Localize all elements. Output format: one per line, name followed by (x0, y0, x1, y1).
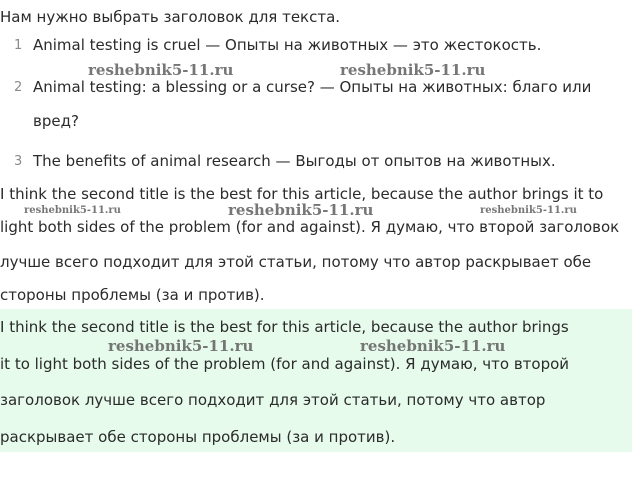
option-number: 3 (14, 154, 23, 169)
option-number: 1 (14, 38, 23, 53)
watermark: reshebnik5-11.ru (88, 61, 234, 79)
highlight-line-4: раскрывает обе стороны проблемы (за и против). (0, 428, 396, 446)
highlight-line-1: I think the second title is the best for this article, because the author brings (0, 318, 569, 336)
watermark: reshebnik5-11.ru (108, 337, 254, 355)
answer-line-3: лучше всего подходит для этой статьи, потому что автор раскрывает обе (0, 253, 592, 271)
option-3-text: The benefits of animal research — Выгоды от опытов на животных. (33, 152, 556, 170)
option-1-text: Animal testing is cruel — Опыты на животных — это жестокость. (33, 36, 542, 54)
option-2-text-line-1: Animal testing: a blessing or a curse? — Опыты на животных: благо или (33, 78, 592, 96)
highlight-line-3: заголовок лучше всего подходит для этой статьи, потому что автор (0, 391, 546, 409)
watermark: reshebnik5-11.ru (340, 61, 486, 79)
highlight-line-2: it to light both sides of the problem (for and against). Я думаю, что второй (0, 355, 570, 373)
answer-line-1: I think the second title is the best for this article, because the author brings it to (0, 185, 604, 203)
watermark: reshebnik5-11.ru (228, 201, 374, 219)
option-number: 2 (14, 80, 23, 95)
option-2-text-line-2: вред? (33, 112, 79, 130)
answer-line-2: light both sides of the problem (for and against). Я думаю, что второй заголовок (0, 218, 620, 236)
watermark: reshebnik5-11.ru (360, 337, 506, 355)
watermark: reshebnik5-11.ru (480, 205, 577, 216)
answer-line-4: стороны проблемы (за и против). (0, 286, 265, 304)
watermark: reshebnik5-11.ru (24, 205, 121, 216)
intro-text: Нам нужно выбрать заголовок для текста. (0, 8, 341, 26)
